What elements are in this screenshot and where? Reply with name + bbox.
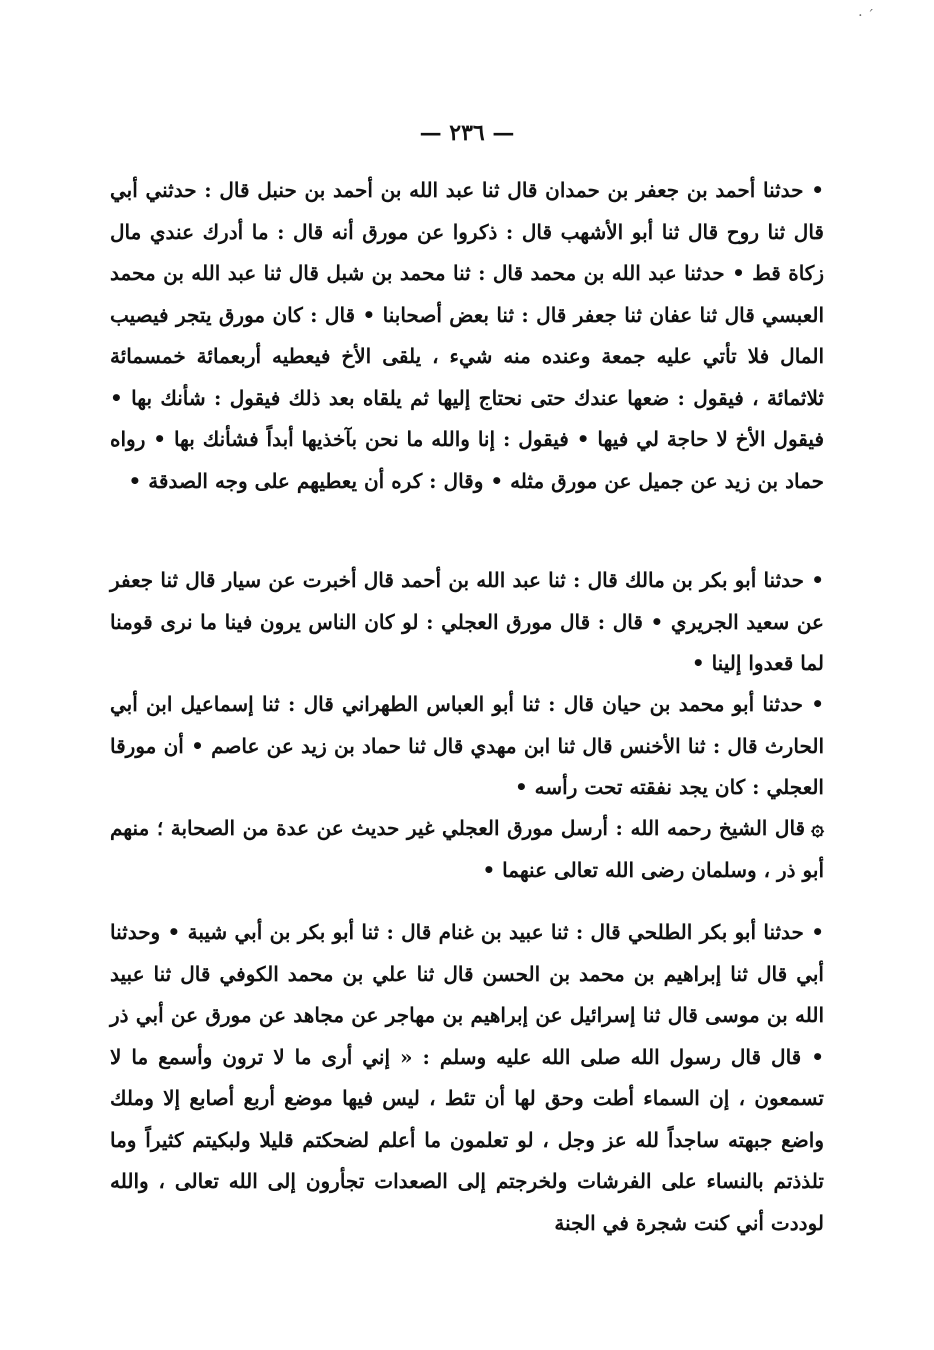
paragraph-5-block	[110, 912, 824, 1244]
ornament-icon: ۞	[811, 815, 824, 841]
paragraph-2: • حدثنا أبو بكر بن مالك قال : ثنا عبد الله بن أحمد قال أخبرت عن سيار قال ثنا جعفر عن سعيد الجريري • قال : قال مورق العجلي : لو كان الناس يرون فينا ما نرى قومنا لما قعدوا إلينا •	[110, 568, 824, 675]
page-number: — ٢٣٦ —	[419, 120, 515, 146]
paragraph-3: • حدثنا أبو محمد بن حيان قال : ثنا أبو العباس الطهراني قال : ثنا إسماعيل ابن أبي الحارث قال : ثنا الأخنس قال ثنا ابن مهدي قال ثنا حماد بن زيد عن عاصم • أن مورقا العجلي : كان يجد نفقته تحت رأسه •	[110, 692, 824, 799]
paragraph-4-text: قال الشيخ رحمه الله : أرسل مورق العجلي غير حديث عن عدة من الصحابة ؛ منهم أبو ذر ، وسلمان رضى الله تعالى عنهما •	[110, 816, 824, 882]
paragraph-5: • حدثنا أبو بكر الطلحي قال : ثنا عبيد بن غنام قال : ثنا أبو بكر بن أبي شيبة • وحدثنا أبي قال ثنا إبراهيم بن محمد بن الحسن قال ثنا علي بن محمد الكوفي قال ثنا عبيد الله بن موسى قال ثنا إسرائيل عن إبراهيم بن مهاجر عن مجاهد عن مورق عن أبي ذر • قال قال رسول الله صلى الله عليه وسلم : « إني أرى ما لا ترون وأسمع ما لا تسمعون ، إن السماء أطت وحق لها أن تئط ، ليس فيها موضع أربع أصابع إلا وملك واضع جبهته ساجداً لله عز وجل ، لو تعلمون ما أعلم لضحكتم قليلا ولبكيتم كثيراً وما تلذذتم بالنساء على الفرشات ولخرجتم إلى الصعدات تجأرون إلى الله تعالى ، والله لوددت أني كنت شجرة في الجنة	[110, 920, 824, 1235]
paragraph-1-block	[110, 170, 824, 502]
paragraph-2-block	[110, 560, 824, 685]
corner-mark: · ˊ	[858, 8, 874, 24]
paragraph-4	[110, 808, 824, 891]
paragraph-1: • حدثنا أحمد بن جعفر بن حمدان قال ثنا عبد الله بن أحمد بن حنبل قال : حدثني أبي قال ثنا روح قال ثنا أبو الأشهب قال : ذكروا عن مورق أنه قال : ما أدرك عندي مال زكاة قط • حدثنا عبد الله بن محمد قال : ثنا محمد بن شبل قال ثنا عبد الله بن محمد العبسي قال ثنا عفان ثنا جعفر قال : ثنا بعض أصحابنا • قال : كان مورق يتجر فيصيب المال فلا تأتي عليه جمعة وعنده منه شيء ، يلقى الأخ فيعطيه أربعمائة خمسمائة ثلاثمائة ، فيقول : ضعها عندك حتى نحتاج إليها ثم يلقاه بعد ذلك فيقول : شأنك بها • فيقول الأخ لا حاجة لي فيها • فيقول : إنا والله ما نحن بآخذيها أبداً فشأنك بها • رواه حماد بن زيد عن جميل عن مورق مثله • وقال : كره أن يعطيهم على وجه الصدقة •	[110, 178, 824, 493]
paragraph-4-block	[110, 808, 824, 891]
paragraph-3-block	[110, 684, 824, 809]
